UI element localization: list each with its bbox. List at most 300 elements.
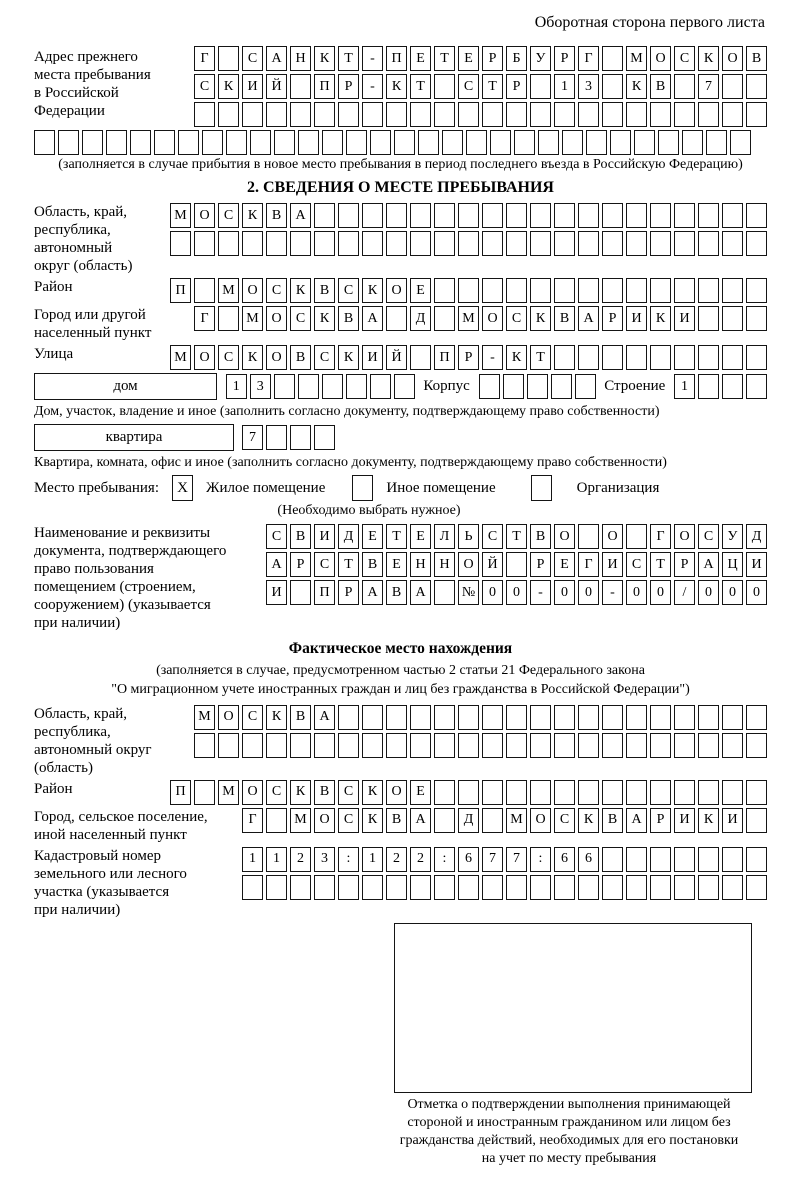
char-box: А (266, 552, 287, 577)
char-box: К (698, 46, 719, 71)
char-box: Е (554, 552, 575, 577)
option-organizatsiya-label: Организация (576, 479, 660, 496)
char-box (314, 203, 335, 228)
char-box: И (242, 74, 263, 99)
char-box (578, 780, 599, 805)
char-box (626, 780, 647, 805)
char-box: Т (338, 552, 359, 577)
char-row (674, 374, 767, 399)
char-box (314, 875, 335, 900)
char-box (266, 875, 287, 900)
char-box (530, 203, 551, 228)
char-row (194, 102, 767, 127)
char-box (503, 374, 524, 399)
stay-type-note: (Необходимо выбрать нужное) (277, 503, 461, 518)
char-box (479, 374, 500, 399)
char-box: О (530, 808, 551, 833)
char-box (746, 345, 767, 370)
char-box (722, 875, 743, 900)
char-box: Е (386, 552, 407, 577)
char-box (394, 130, 415, 155)
char-box: П (434, 345, 455, 370)
char-box (338, 231, 359, 256)
char-box (722, 847, 743, 872)
char-box: А (626, 808, 647, 833)
char-box: С (458, 74, 479, 99)
char-box (434, 875, 455, 900)
checkbox-organizatsiya[interactable] (531, 475, 552, 501)
char-box: С (194, 74, 215, 99)
char-box (746, 278, 767, 303)
char-box: А (290, 203, 311, 228)
char-box (578, 733, 599, 758)
char-box (434, 203, 455, 228)
char-box: Н (410, 552, 431, 577)
char-box (650, 102, 671, 127)
char-box (698, 278, 719, 303)
char-box: 3 (314, 847, 335, 872)
char-box (410, 733, 431, 758)
char-box (362, 231, 383, 256)
char-box (530, 705, 551, 730)
char-box: Г (242, 808, 263, 833)
stay-type-block (34, 475, 767, 501)
char-box (530, 278, 551, 303)
char-box (418, 130, 439, 155)
char-box (170, 231, 191, 256)
char-box: Р (338, 580, 359, 605)
char-box (554, 780, 575, 805)
char-box (722, 231, 743, 256)
char-box (586, 130, 607, 155)
char-box: К (314, 306, 335, 331)
char-box (746, 203, 767, 228)
char-box (458, 278, 479, 303)
char-box (602, 780, 623, 805)
char-box: К (290, 278, 311, 303)
char-box (746, 74, 767, 99)
char-box: С (338, 278, 359, 303)
char-box (266, 425, 287, 450)
char-box: Р (554, 46, 575, 71)
char-box (266, 231, 287, 256)
char-box: В (338, 306, 359, 331)
char-box (370, 130, 391, 155)
char-box: О (194, 345, 215, 370)
char-box: К (362, 780, 383, 805)
char-box (554, 733, 575, 758)
char-box (218, 231, 239, 256)
char-box (394, 374, 415, 399)
char-box (322, 130, 343, 155)
char-row (170, 203, 767, 228)
char-box: № (458, 580, 479, 605)
street-label: Улица (34, 346, 74, 362)
char-box: П (314, 580, 335, 605)
char-box (514, 130, 535, 155)
char-box (527, 374, 548, 399)
char-box: В (290, 345, 311, 370)
region-block (34, 203, 767, 275)
checkbox-inoe[interactable] (352, 475, 373, 501)
char-box: М (218, 780, 239, 805)
char-box (290, 875, 311, 900)
char-box: С (266, 524, 287, 549)
char-box: В (386, 580, 407, 605)
char-box (650, 203, 671, 228)
cadastre-rows (242, 847, 767, 900)
char-box (602, 102, 623, 127)
char-box: Й (482, 552, 503, 577)
char-box (482, 203, 503, 228)
char-box (722, 203, 743, 228)
char-box (610, 130, 631, 155)
char-box (482, 102, 503, 127)
char-box: - (362, 74, 383, 99)
char-box (266, 102, 287, 127)
char-box (530, 231, 551, 256)
char-box (482, 808, 503, 833)
char-box (674, 74, 695, 99)
char-box: В (290, 524, 311, 549)
char-box (722, 705, 743, 730)
char-row (194, 733, 767, 758)
char-box: М (290, 808, 311, 833)
char-box: Е (410, 780, 431, 805)
char-box: : (338, 847, 359, 872)
char-box (530, 875, 551, 900)
char-box (314, 425, 335, 450)
actual-location-note: (заполняется в случае, предусмотренном частью 2 статьи 21 Федерального закона "О миграционном учете иностранных граждан и лиц без гражданства в Российской Федерации") (111, 663, 690, 697)
char-row (170, 231, 767, 256)
section2-title: 2. СВЕДЕНИЯ О МЕСТЕ ПРЕБЫВАНИЯ (247, 179, 554, 196)
char-box (626, 847, 647, 872)
cadastre-label: Кадастровый номер земельного или лесного участка (указывается при наличии) (34, 847, 187, 918)
char-box: О (650, 46, 671, 71)
char-box (554, 875, 575, 900)
char-box: 7 (698, 74, 719, 99)
char-box: В (746, 46, 767, 71)
char-box (482, 875, 503, 900)
char-row (170, 345, 767, 370)
char-box: К (386, 74, 407, 99)
actual-location-title: Фактическое место нахождения (288, 640, 513, 657)
char-row (266, 524, 767, 549)
char-box (746, 847, 767, 872)
char-box (626, 733, 647, 758)
char-box (314, 231, 335, 256)
char-box: Т (386, 524, 407, 549)
char-box: Й (266, 74, 287, 99)
char-box (386, 203, 407, 228)
char-box: Р (290, 552, 311, 577)
char-box: Л (434, 524, 455, 549)
char-box: А (578, 306, 599, 331)
char-box: О (458, 552, 479, 577)
char-box (274, 130, 295, 155)
char-box (410, 705, 431, 730)
char-box (218, 733, 239, 758)
char-box: В (554, 306, 575, 331)
char-box: К (698, 808, 719, 833)
char-box: В (266, 203, 287, 228)
char-box (386, 102, 407, 127)
char-box (242, 733, 263, 758)
char-box (410, 231, 431, 256)
char-box: Д (338, 524, 359, 549)
char-box: О (386, 278, 407, 303)
char-box (674, 231, 695, 256)
char-box: К (530, 306, 551, 331)
char-box: Р (482, 46, 503, 71)
char-box: С (338, 808, 359, 833)
char-box: О (482, 306, 503, 331)
house-name-box: дом (34, 373, 217, 400)
char-box: И (314, 524, 335, 549)
char-box: В (650, 74, 671, 99)
char-box (554, 278, 575, 303)
char-box (626, 203, 647, 228)
house-block (34, 373, 767, 400)
char-box (722, 278, 743, 303)
checkbox-zhiloe[interactable]: X (172, 475, 193, 501)
char-box (698, 780, 719, 805)
char-box (130, 130, 151, 155)
char-box (218, 306, 239, 331)
char-box: Р (674, 552, 695, 577)
char-box (698, 203, 719, 228)
char-box: - (530, 580, 551, 605)
char-box: О (554, 524, 575, 549)
char-box: С (218, 345, 239, 370)
char-box (626, 231, 647, 256)
char-box (674, 102, 695, 127)
char-box (370, 374, 391, 399)
char-box (698, 102, 719, 127)
char-box: 0 (746, 580, 767, 605)
char-box (338, 203, 359, 228)
korpus-label: Корпус (423, 378, 470, 394)
char-box (482, 733, 503, 758)
char-box: 0 (578, 580, 599, 605)
char-box: 1 (554, 74, 575, 99)
char-box (106, 130, 127, 155)
char-box: С (698, 524, 719, 549)
district-label: Район (34, 279, 73, 295)
char-box: - (482, 345, 503, 370)
char-box (434, 780, 455, 805)
char-box (602, 345, 623, 370)
char-box: - (602, 580, 623, 605)
char-box (578, 705, 599, 730)
char-box: П (314, 74, 335, 99)
char-box (386, 733, 407, 758)
char-box: О (242, 780, 263, 805)
char-box: 0 (698, 580, 719, 605)
char-box (746, 306, 767, 331)
char-box: 7 (482, 847, 503, 872)
char-box (602, 733, 623, 758)
char-box (482, 231, 503, 256)
char-box: У (722, 524, 743, 549)
char-box: С (266, 780, 287, 805)
char-box: Р (458, 345, 479, 370)
char-box (554, 231, 575, 256)
char-box (194, 102, 215, 127)
char-box (650, 278, 671, 303)
char-box: 7 (242, 425, 263, 450)
char-box (218, 102, 239, 127)
char-box (626, 278, 647, 303)
char-box (410, 345, 431, 370)
char-box: Ц (722, 552, 743, 577)
char-box: М (218, 278, 239, 303)
char-box (634, 130, 655, 155)
char-box: Т (530, 345, 551, 370)
char-box: Г (578, 46, 599, 71)
option-inoe-label: Иное помещение (386, 479, 496, 496)
char-box: Д (458, 808, 479, 833)
apartment-name-box: квартира (34, 424, 234, 451)
char-box (578, 875, 599, 900)
confirmation-mark-box (394, 923, 752, 1093)
char-box: С (554, 808, 575, 833)
char-box (506, 875, 527, 900)
char-box (746, 808, 767, 833)
char-box (466, 130, 487, 155)
char-box (650, 847, 671, 872)
char-box: С (242, 705, 263, 730)
char-box (298, 130, 319, 155)
char-box: И (746, 552, 767, 577)
char-box (434, 102, 455, 127)
char-box (698, 345, 719, 370)
char-box: 2 (290, 847, 311, 872)
char-row (194, 74, 767, 99)
char-box (578, 345, 599, 370)
street-block (34, 345, 767, 370)
char-box (506, 705, 527, 730)
char-box (58, 130, 79, 155)
char-box (242, 231, 263, 256)
char-box (674, 705, 695, 730)
char-box: К (242, 345, 263, 370)
char-box (626, 345, 647, 370)
prev-address-rows (194, 46, 767, 127)
char-box (290, 580, 311, 605)
char-box (674, 733, 695, 758)
char-box (698, 306, 719, 331)
char-box (562, 130, 583, 155)
char-box (506, 780, 527, 805)
actual-district-block (34, 780, 767, 805)
region-label: Область, край, республика, автономный округ (область) (34, 204, 133, 274)
char-box (698, 875, 719, 900)
char-box (338, 102, 359, 127)
char-box (290, 425, 311, 450)
actual-city-label: Город, сельское поселение, иной населенный пункт (34, 808, 208, 843)
char-box: А (698, 552, 719, 577)
char-box: О (266, 345, 287, 370)
char-box (458, 733, 479, 758)
corner-note: Оборотная сторона первого листа (534, 14, 765, 31)
char-box: К (650, 306, 671, 331)
char-box: 1 (266, 847, 287, 872)
char-box: Е (410, 524, 431, 549)
char-box (530, 733, 551, 758)
char-box (602, 46, 623, 71)
char-box (434, 306, 455, 331)
char-box: К (242, 203, 263, 228)
char-box (226, 130, 247, 155)
char-box (575, 374, 596, 399)
char-box (410, 875, 431, 900)
char-box (554, 203, 575, 228)
char-box (722, 780, 743, 805)
char-box: С (314, 345, 335, 370)
city-block (34, 306, 767, 342)
char-box: А (362, 306, 383, 331)
char-box: М (170, 345, 191, 370)
house-note: Дом, участок, владение и иное (заполнить согласно документу, подтверждающему право собственности) (34, 404, 660, 419)
char-box (290, 74, 311, 99)
char-box (602, 278, 623, 303)
char-box (482, 278, 503, 303)
char-box (602, 875, 623, 900)
char-box (362, 102, 383, 127)
char-box: П (386, 46, 407, 71)
char-box: 0 (554, 580, 575, 605)
char-row (242, 847, 767, 872)
char-box (506, 278, 527, 303)
char-box: О (674, 524, 695, 549)
char-box (434, 733, 455, 758)
char-box: Р (602, 306, 623, 331)
char-row (242, 875, 767, 900)
char-row (242, 425, 335, 450)
char-box: П (170, 780, 191, 805)
char-box (578, 203, 599, 228)
char-box (434, 231, 455, 256)
char-box (530, 102, 551, 127)
char-box: О (266, 306, 287, 331)
char-box (410, 102, 431, 127)
char-box (458, 875, 479, 900)
prev-address-overflow-row (34, 130, 767, 155)
char-box: А (266, 46, 287, 71)
char-row (170, 780, 767, 805)
char-box (722, 306, 743, 331)
char-box (746, 374, 767, 399)
apartment-block (34, 424, 767, 451)
char-box (346, 374, 367, 399)
char-box: : (530, 847, 551, 872)
char-row (479, 374, 596, 399)
char-box: - (362, 46, 383, 71)
char-box (322, 374, 343, 399)
char-box (386, 705, 407, 730)
char-box: О (194, 203, 215, 228)
char-box (650, 231, 671, 256)
char-box: Т (650, 552, 671, 577)
actual-region-rows (194, 705, 767, 758)
char-box (698, 374, 719, 399)
char-box (602, 847, 623, 872)
char-box: О (218, 705, 239, 730)
char-box (602, 231, 623, 256)
char-box (602, 203, 623, 228)
char-box (578, 102, 599, 127)
